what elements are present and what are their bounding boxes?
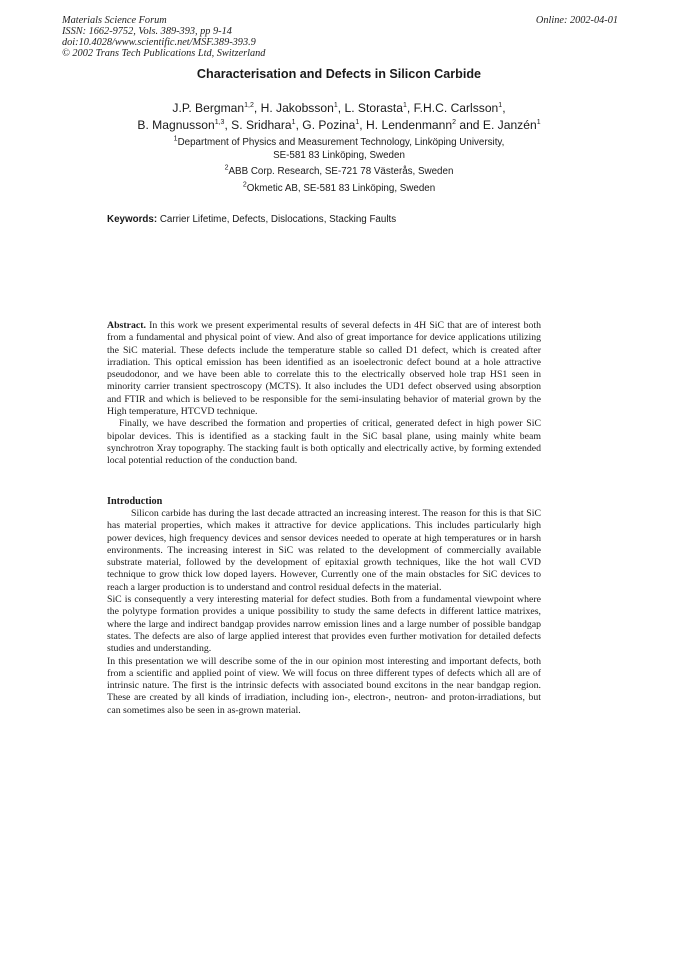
affiliations <box>0 137 678 195</box>
affiliation-2: $^2$ABB Corp. Research, SE-721 78 Västerås, Sweden <box>224 164 454 177</box>
keywords-text: Carrier Lifetime, Defects, Dislocations, Stacking Faults <box>159 214 397 225</box>
abstract-paragraph-1: Abstract. In this work we present experimental results of several defects in 4H SiC that are of interest both from a fundamental and physical point of view. And also of great importance for device applications utilizing the SiC material. These defects include the temperature stable so called D1 defect, which is created after irradiation. This optical emission has been identified as an isoelectronic defect bound at a hole attractive pseudodonor, and we have been able to correlate this to the electrically observed hole trap HS1 seen in minority carrier transient spectroscopy (MCTS). It also includes the UD1 defect observed using absorption and FTIR and which is believed to be responsible for the semi-insulating behavior of material grown by the High temperature, HTCVD technique. <box>107 320 541 418</box>
issn-line: ISSN: 1662-9752, Vols. 389-393, pp 9-14 <box>62 26 232 37</box>
author-affil-sup: 1 <box>355 118 360 126</box>
author-name: B. Magnusson <box>137 118 215 132</box>
keywords-label: Keywords: <box>107 214 158 225</box>
author-separator: , <box>502 101 506 115</box>
intro-paragraph-1: Silicon carbide has during the last decade attracted an increasing interest. The reason for this is that SiC has material properties, which makes it attractive for device applications. This includes particularly high power devices, high frequency devices and sensor devices needed to operate at high temperatures or in harsh environments. The increasing interest in SiC was related to the development of commercially available substrate material, followed by the development of epitaxial growth techniques, like the hot wall CVD technique to grow thick low doped layers. However, Currently one of the main obstacles for SiC devices to reach a larger production is to understand and control residual defects in the material. <box>107 508 541 593</box>
author-name: , F.H.C. Carlsson <box>406 101 499 115</box>
author-line-2 <box>0 117 678 134</box>
journal-header <box>62 15 265 59</box>
author-affil-sup: 1 <box>333 101 338 109</box>
author-name: , S. Sridhara <box>224 118 292 132</box>
intro-paragraph-3: In this presentation we will describe some of the in our opinion most interesting and important defects, both from a scientific and applied point of view. We will focus on three different types of defects which all are of intrinsic nature. The first is the intrinsic defects with associated bound excitons in the near bandgap region. These are created by all kinds of irradiation, including ion-, electron-, neutron- and proton-irradiations, but can sometimes also be seen in as-grown material. <box>107 655 541 716</box>
keywords <box>107 214 396 225</box>
affiliation-1-cont: SE-581 83 Linköping, Sweden <box>273 149 405 161</box>
author-name: , H. Jakobsson <box>253 101 334 115</box>
abstract <box>107 320 541 468</box>
paper-title: Characterisation and Defects in Silicon Carbide <box>196 67 482 81</box>
journal-name: Materials Science Forum <box>62 15 167 26</box>
affiliation-3: $^2$Okmetic AB, SE-581 83 Linköping, Sweden <box>242 181 436 194</box>
author-line-1 <box>0 100 678 117</box>
intro-paragraph-2: SiC is consequently a very interesting material for defect studies. Both from a fundamental viewpoint where the polytype formation provides a unique possibility to study the same defects in different lattice matrixes, where the large and indirect bandgap provides narrow emission lines and a large number of possible bandgap states. The defects are also of large applied interest that provides even further motivation for detailed defects studies and understanding. <box>107 594 541 655</box>
author-name: , L. Storasta <box>337 101 403 115</box>
author-affil-sup: 1 <box>498 101 503 109</box>
affiliation-1: $^1$Department of Physics and Measurement Technology, Linköping University, <box>173 135 505 148</box>
author-name: , G. Pozina <box>295 118 356 132</box>
abstract-label: Abstract. <box>107 320 146 331</box>
author-name: and E. Janzén <box>456 118 537 132</box>
author-affil-sup: 1,3 <box>214 118 225 126</box>
author-name: , H. Lendenmann <box>359 118 453 132</box>
author-name: J.P. Bergman <box>172 101 245 115</box>
author-list <box>0 100 678 134</box>
author-affil-sup: 1 <box>536 118 541 126</box>
author-affil-sup: 1,2 <box>244 101 254 109</box>
section-heading-introduction: Introduction <box>107 496 163 507</box>
author-affil-sup: 1 <box>291 118 296 126</box>
author-affil-sup: 1 <box>402 101 407 109</box>
author-affil-sup: 2 <box>452 118 456 126</box>
copyright-line: © 2002 Trans Tech Publications Ltd, Switzerland <box>62 48 266 59</box>
online-date: Online: 2002-04-01 <box>535 15 618 26</box>
introduction-body <box>107 508 541 717</box>
abstract-paragraph-2: Finally, we have described the formation and properties of critical, generated defect in high power SiC bipolar devices. This is identified as a stacking fault in the SiC basal plane, using mainly white beam synchrotron Xray topography. The stacking fault is both optically and electrically active, by forming extended local potential reduction of the conduction band. <box>107 418 541 467</box>
doi-line: doi:10.4028/www.scientific.net/MSF.389-393.9 <box>62 37 256 48</box>
